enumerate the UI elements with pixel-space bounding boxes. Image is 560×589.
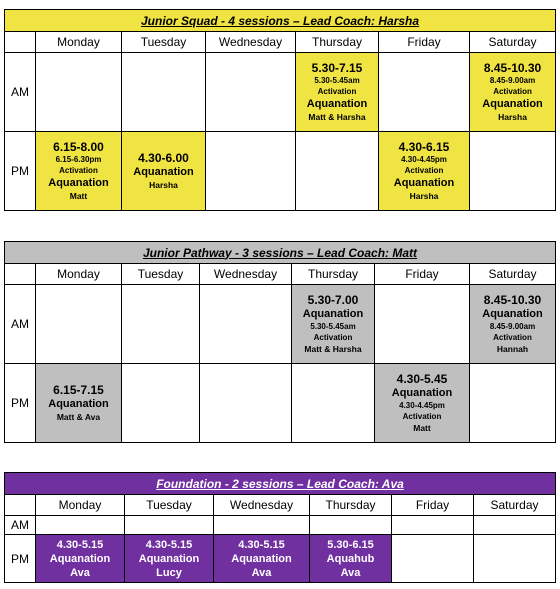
session-wed-pm xyxy=(214,535,310,583)
empty-cell xyxy=(122,364,200,443)
session-activation-time: 8.45-9.00am xyxy=(489,76,536,85)
session-fri-pm xyxy=(379,132,470,211)
empty-cell xyxy=(122,285,200,364)
session-venue: Aquanation xyxy=(302,308,364,320)
empty-cell xyxy=(470,132,556,211)
empty-cell xyxy=(470,364,556,443)
empty-cell xyxy=(200,285,292,364)
session-activation: Activation xyxy=(317,87,357,96)
junior-squad-title: Junior Squad - 4 sessions – Lead Coach: Harsha xyxy=(5,10,556,32)
session-time: 4.30-6.15 xyxy=(398,140,450,154)
session-venue: Aquanation xyxy=(482,98,543,110)
session-mon-pm xyxy=(36,132,122,211)
empty-cell xyxy=(292,364,375,443)
session-time: 8.45-10.30 xyxy=(483,61,542,75)
session-coach: Ava xyxy=(340,566,361,579)
session-activation: Activation xyxy=(402,412,442,421)
session-venue: Aquanation xyxy=(482,308,543,320)
junior-pathway-title-detail: - 3 sessions – Lead Coach: Matt xyxy=(231,245,418,260)
day-header: Wednesday xyxy=(200,264,292,285)
session-coach: Matt & Harsha xyxy=(308,112,366,122)
am-label: AM xyxy=(5,285,36,364)
session-sat-am xyxy=(470,285,556,364)
session-venue: Aquanation xyxy=(306,98,368,110)
session-activation: Activation xyxy=(493,333,532,342)
session-coach: Harsha xyxy=(409,191,439,201)
session-fri-pm xyxy=(375,364,470,443)
session-tue-pm xyxy=(125,535,214,583)
day-header: Tuesday xyxy=(122,264,200,285)
am-label: AM xyxy=(5,53,36,132)
session-time: 6.15-7.15 xyxy=(53,383,104,397)
session-thu-pm xyxy=(310,535,392,583)
foundation-title: Foundation - 2 sessions – Lead Coach: Ava xyxy=(5,473,556,495)
session-tue-pm xyxy=(122,132,206,211)
day-header: Monday xyxy=(36,264,122,285)
session-venue: Aquahub xyxy=(326,552,375,565)
empty-cell xyxy=(379,53,470,132)
session-coach: Matt & Harsha xyxy=(304,344,362,354)
session-coach: Matt xyxy=(413,423,431,433)
session-venue: Aquanation xyxy=(231,552,292,565)
session-coach: Hannah xyxy=(496,344,529,354)
session-venue: Aquanation xyxy=(48,398,109,410)
empty-cell xyxy=(36,53,122,132)
session-activation-time: 4.30-4.45pm xyxy=(401,155,447,164)
day-header: Saturday xyxy=(470,264,556,285)
session-thu-am xyxy=(292,285,375,364)
day-header: Thursday xyxy=(296,32,379,53)
session-coach: Matt & Ava xyxy=(56,412,101,422)
session-coach: Ava xyxy=(70,566,90,579)
empty-cell xyxy=(214,516,310,535)
junior-pathway-title-name: Junior Pathway xyxy=(142,245,232,260)
session-time: 4.30-5.45 xyxy=(396,372,448,386)
empty-cell xyxy=(375,285,470,364)
session-time: 5.30-7.15 xyxy=(311,61,363,75)
session-time: 6.15-8.00 xyxy=(53,140,104,154)
empty-cell xyxy=(392,516,474,535)
am-label: AM xyxy=(5,516,36,535)
session-coach: Harsha xyxy=(149,180,178,190)
empty-cell xyxy=(474,516,556,535)
session-coach: Harsha xyxy=(498,112,527,122)
junior-pathway-title xyxy=(5,242,556,264)
session-coach: Lucy xyxy=(156,566,182,579)
session-venue: Aquanation xyxy=(49,552,111,565)
session-venue: Aquanation xyxy=(133,166,194,178)
session-time: 8.45-10.30 xyxy=(483,293,542,307)
empty-cell xyxy=(125,516,214,535)
corner-cell xyxy=(5,32,36,53)
empty-cell xyxy=(206,132,296,211)
day-header: Friday xyxy=(392,495,474,516)
session-venue: Aquanation xyxy=(391,387,453,399)
day-header: Monday xyxy=(36,32,122,53)
empty-cell xyxy=(206,53,296,132)
session-sat-am xyxy=(470,53,556,132)
foundation-table xyxy=(4,472,556,583)
session-mon-pm xyxy=(36,364,122,443)
session-time: 5.30-7.00 xyxy=(307,293,359,307)
empty-cell xyxy=(36,516,125,535)
session-time: 4.30-5.15 xyxy=(145,538,193,551)
session-activation-time: 8.45-9.00am xyxy=(489,322,536,331)
day-header: Tuesday xyxy=(122,32,206,53)
session-activation: Activation xyxy=(59,166,98,175)
session-coach: Ava xyxy=(251,566,272,579)
session-time: 4.30-6.00 xyxy=(138,151,189,165)
session-activation-time: 5.30-5.45am xyxy=(314,76,360,85)
empty-cell xyxy=(296,132,379,211)
day-header: Saturday xyxy=(470,32,556,53)
day-header: Thursday xyxy=(310,495,392,516)
session-time: 5.30-6.15 xyxy=(327,538,374,551)
session-venue: Aquanation xyxy=(393,177,455,189)
junior-pathway-table xyxy=(4,241,556,443)
session-activation: Activation xyxy=(313,333,353,342)
day-header: Thursday xyxy=(292,264,375,285)
corner-cell xyxy=(5,264,36,285)
empty-cell xyxy=(392,535,474,583)
empty-cell xyxy=(122,53,206,132)
session-activation-time: 5.30-5.45am xyxy=(310,322,356,331)
session-mon-pm xyxy=(36,535,125,583)
empty-cell xyxy=(310,516,392,535)
day-header: Wednesday xyxy=(214,495,310,516)
pm-label: PM xyxy=(5,132,36,211)
day-header: Friday xyxy=(379,32,470,53)
session-venue: Aquanation xyxy=(48,177,109,189)
day-header: Friday xyxy=(375,264,470,285)
junior-squad-table xyxy=(4,9,556,211)
day-header: Tuesday xyxy=(125,495,214,516)
session-activation-time: 4.30-4.45pm xyxy=(399,401,445,410)
pm-label: PM xyxy=(5,535,36,583)
empty-cell xyxy=(36,285,122,364)
session-thu-am xyxy=(296,53,379,132)
corner-cell xyxy=(5,495,36,516)
session-time: 4.30-5.15 xyxy=(56,538,104,551)
session-activation: Activation xyxy=(493,87,532,96)
day-header: Monday xyxy=(36,495,125,516)
session-time: 4.30-5.15 xyxy=(238,538,285,551)
day-header: Saturday xyxy=(474,495,556,516)
session-coach: Matt xyxy=(69,191,88,201)
empty-cell xyxy=(200,364,292,443)
day-header: Wednesday xyxy=(206,32,296,53)
empty-cell xyxy=(474,535,556,583)
session-venue: Aquanation xyxy=(138,552,200,565)
pm-label: PM xyxy=(5,364,36,443)
session-activation-time: 6.15-6.30pm xyxy=(55,155,102,164)
session-activation: Activation xyxy=(404,166,444,175)
